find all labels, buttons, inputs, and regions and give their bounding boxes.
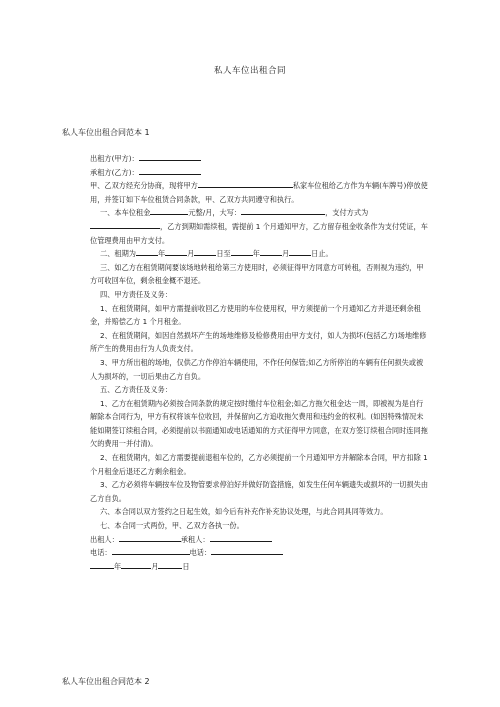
- lessor-sign-label: 出租人：: [90, 534, 119, 544]
- lessor-blank: [139, 152, 201, 161]
- section-1-title: 私人车位出租合同范本 1: [62, 128, 150, 137]
- clause-5-2: 2、在租赁期内，如乙方需要提前退租车位的，乙方必须提前一个月通知甲方并解除本合同，甲方扣除 1 个月租金后退还乙方剩余租金。: [90, 453, 428, 476]
- clause-2: [90, 247, 430, 261]
- end-month-blank: [260, 247, 282, 256]
- clause-4-3: 3、甲方所出租的场地，仅供乙方作停泊车辆使用，不作任何保管;如乙方所停泊的车辆有任何损失或被人为损坏的，一切后果由乙方自负。: [90, 357, 424, 381]
- clause-4-1: 1、在租赁期间，如甲方需提前收回乙方使用的车位使用权，甲方须提前一个月通知乙方并退还剩余租金，并赔偿乙方 1 个月租金。: [90, 303, 421, 327]
- phone-label-1: 电话：: [90, 548, 112, 558]
- payment-method-blank: [90, 220, 160, 229]
- clause-1-d: ，乙方到期如需续租，需提前 1 个月通知甲方，乙方留存租金收条作为支付凭证，车位管理费用由甲方支付。: [90, 221, 428, 245]
- clause-1-c: ，支付方式为: [325, 208, 369, 218]
- intro-text-2: 私家车位租给乙方作为车辆(车牌号)停放使用，并签订如下车位租赁合同条款，甲、乙双方共同遵守和执行。: [90, 181, 428, 204]
- clause-3: 三、如乙方在租赁期间要该场地转租给第三方使用时，必须征得甲方同意方可转租，否则视为违约，甲方可收回车位，剩余租金概不退还。: [90, 262, 424, 286]
- rent-amount-blank: [150, 206, 188, 215]
- clause-2-e: 年: [252, 249, 260, 259]
- clause-4-2: 2、在租赁期间，如因自然损坏产生的场地维修及检修费用由甲方支付，如人为损坏(包括乙方)场地维修所产生的费用由行为人负责支付。: [90, 330, 427, 354]
- lessor-label: 出租方(甲方)：: [90, 154, 139, 163]
- phone-line: [90, 546, 430, 560]
- clause-2-g: 日止。: [311, 249, 333, 259]
- section-2-title: 私人车位出租合同范本 2: [62, 677, 150, 686]
- contract-body: [90, 152, 430, 573]
- rent-uppercase-blank: [241, 206, 325, 215]
- lessee-sign-blank: [210, 533, 272, 542]
- signature-line: [90, 533, 430, 547]
- date-month-label: 月: [151, 561, 159, 571]
- clause-5-heading: 五、乙方责任及义务：: [100, 385, 172, 395]
- end-day-blank: [289, 247, 311, 256]
- start-year-blank: [136, 247, 158, 256]
- lessor-sign-blank: [119, 533, 181, 542]
- clause-1-b: 元整/月，大写：: [188, 208, 242, 218]
- start-day-blank: [194, 247, 216, 256]
- clause-2-c: 月: [187, 249, 195, 259]
- phone-label-2: 电话：: [189, 548, 212, 558]
- end-year-blank: [231, 247, 253, 256]
- lessee-blank: [139, 166, 201, 175]
- phone-blank-2: [211, 546, 283, 555]
- date-day-label: 日: [182, 561, 190, 571]
- clause-5-1: 1、乙方在租赁期内必须按合同条款的规定按时缴付车位租金;如乙方拖欠租金达一周，即被视为是自行解除本合同行为，甲方有权将该车位收回，并保留向乙方追收拖欠费用和违约金的权利。(如因特殊情况未能如期签订续租合同，必须提前以书面通知或电话通知的方式征得甲方同意，在双方签订续租合同时连同拖欠的费用一并付清)。: [90, 398, 428, 449]
- lessee-line: [90, 166, 430, 180]
- document-title: 私人车位出租合同: [213, 66, 286, 76]
- date-year-label: 年: [114, 561, 122, 571]
- intro-text: 甲、乙双方经充分协商，现将甲方: [90, 181, 198, 191]
- date-month-blank: [121, 560, 151, 569]
- clause-2-f: 月: [281, 249, 290, 259]
- lessor-line: [90, 152, 430, 166]
- date-year-blank: [90, 560, 114, 569]
- clause-2-a: 二、租期为: [100, 249, 136, 259]
- date-day-blank: [158, 560, 182, 569]
- start-month-blank: [165, 247, 187, 256]
- clause-2-b: 年: [157, 249, 166, 259]
- clause-5-3: 3、乙方必须将车辆按车位及物管要求停泊好并做好防盗措施，如发生任何车辆遗失或损坏的一切损失由乙方自负。: [90, 480, 429, 503]
- lessee-sign-label: 承租人：: [180, 534, 210, 544]
- lessee-label: 承租方(乙方)：: [90, 167, 139, 177]
- clause-7: 七、本合同一式两份，甲、乙双方各执一份。: [100, 521, 244, 531]
- clause-1-a: 一、本车位租金: [100, 208, 151, 218]
- intro-paragraph: [90, 179, 430, 206]
- clause-6: 六、本合同以双方签约之日起生效，如今后有补充作补充协议处理，与此合同具同等效力。: [100, 507, 388, 517]
- clause-4-heading: 四、甲方责任及义务：: [100, 289, 172, 299]
- clause-2-d: 日至: [216, 249, 231, 259]
- clause-1: [90, 206, 430, 247]
- date-line: [90, 560, 430, 574]
- parking-address-blank: [198, 179, 293, 188]
- phone-blank-1: [112, 546, 190, 555]
